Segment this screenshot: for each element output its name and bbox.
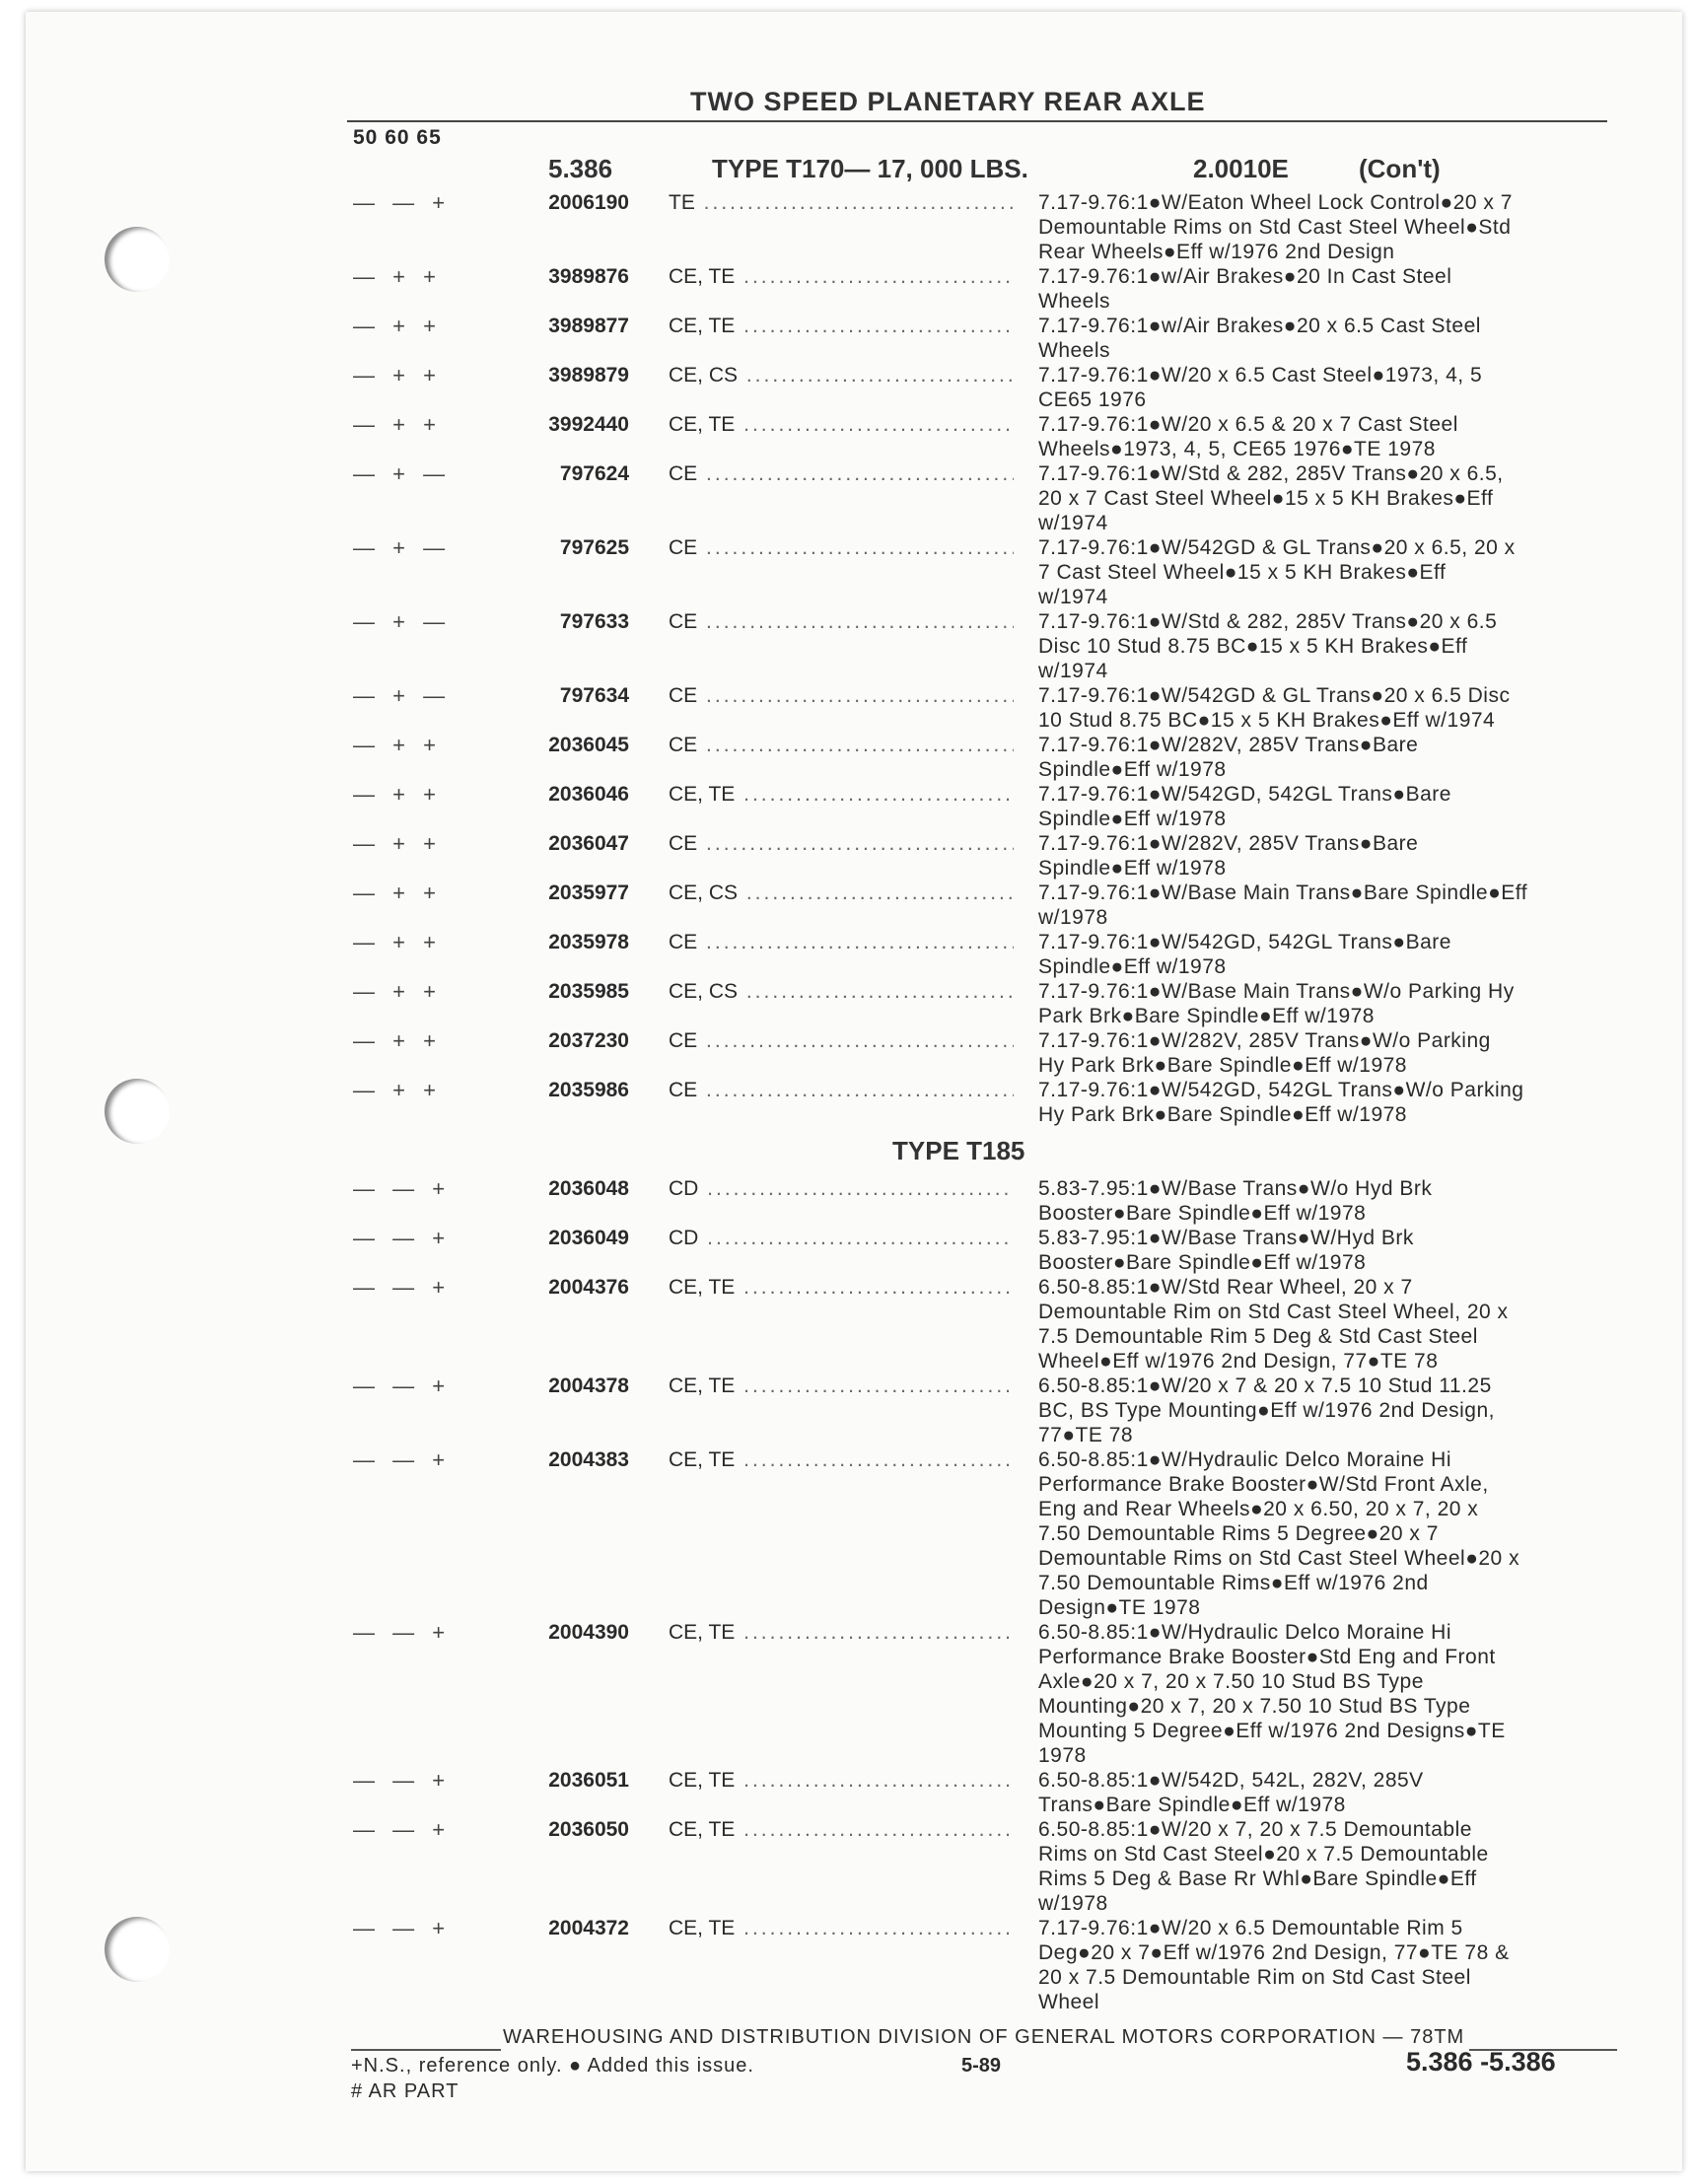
- footer-note-ns: +N.S., reference only. ● Added this issue.: [351, 2055, 754, 2077]
- series-usage: CE .....: [669, 733, 1014, 757]
- part-number: 3989877: [548, 315, 629, 337]
- part-description: 7.17-9.76:1●W/Std & 282, 285V Trans●20 x 6.5 Disc 10 Stud 8.75 BC●15 x 5 KH Brakes●Eff w/1974: [1038, 610, 1498, 682]
- series-usage: CE, CS .....: [669, 979, 1014, 1004]
- model-usage-marks: — + +: [353, 979, 442, 1004]
- series-usage: CE, TE .....: [669, 782, 1014, 807]
- type-t185-heading: TYPE T185: [892, 1136, 1025, 1165]
- part-description: 6.50-8.85:1●W/Hydraulic Delco Moraine Hi Performance Brake Booster●W/Std Front Axle, Eng and Rear Wheels●20 x 6.50, 20 x 7, 20 x 7.50 Demountable Rims 5 Degree●20 x 7 Demountable Rims on Std Cast Steel Wheel●20 x 7.50 Demountable Rims●Eff w/1976 2nd Design●TE 1978: [1038, 1448, 1520, 1619]
- series-usage: CE .....: [669, 1028, 1014, 1053]
- part-description: 5.83-7.95:1●W/Base Trans●W/Hyd Brk Booster●Bare Spindle●Eff w/1978: [1038, 1227, 1414, 1274]
- part-number: 2035985: [548, 980, 629, 1003]
- part-number: 797624: [559, 462, 629, 485]
- page-number: 5-89: [961, 2055, 1002, 2077]
- part-description: 7.17-9.76:1●W/Base Main Trans●W/o Parking Hy Park Brk●Bare Spindle●Eff w/1978: [1038, 980, 1515, 1027]
- series-usage: CE, TE .....: [669, 1447, 1014, 1472]
- series-usage: CE, TE .....: [669, 314, 1014, 338]
- series-usage: CE, CS .....: [669, 881, 1014, 905]
- model-usage-marks: — — +: [353, 190, 452, 215]
- series-usage: CE, TE .....: [669, 1916, 1014, 1940]
- model-usage-marks: — — +: [353, 1768, 452, 1793]
- part-description: 7.17-9.76:1●W/282V, 285V Trans●W/o Parking Hy Park Brk●Bare Spindle●Eff w/1978: [1038, 1029, 1491, 1077]
- part-description: 7.17-9.76:1●W/542GD, 542GL Trans●W/o Parking Hy Park Brk●Bare Spindle●Eff w/1978: [1038, 1079, 1524, 1126]
- footer-division: WAREHOUSING AND DISTRIBUTION DIVISION OF GENERAL MOTORS CORPORATION — 78TM: [503, 2026, 1465, 2048]
- model-usage-marks: — + +: [353, 930, 442, 954]
- part-description: 6.50-8.85:1●W/Std Rear Wheel, 20 x 7 Demountable Rim on Std Cast Steel Wheel, 20 x 7.5 Demountable Rim 5 Deg & Std Cast Steel Wheel●Eff w/1976 2nd Design, 77●TE 78: [1038, 1276, 1509, 1373]
- part-number: 2004390: [548, 1621, 629, 1644]
- part-description: 7.17-9.76:1●W/542GD & GL Trans●20 x 6.5, 20 x 7 Cast Steel Wheel●15 x 5 KH Brakes●Eff w/1974: [1038, 536, 1516, 608]
- part-number: 797634: [559, 684, 629, 707]
- binder-hole-bottom: [105, 1917, 170, 1982]
- part-description: 6.50-8.85:1●W/Hydraulic Delco Moraine Hi Performance Brake Booster●Std Eng and Front Axle●20 x 7, 20 x 7.50 10 Stud BS Type Mounting●20 x 7, 20 x 7.50 10 Stud BS Type Mounting 5 Degree●Eff w/1976 2nd Designs●TE 1978: [1038, 1621, 1506, 1767]
- section-range: 5.386 -5.386: [1406, 2047, 1556, 2077]
- model-usage-marks: — + —: [353, 461, 452, 486]
- part-description: 6.50-8.85:1●W/542D, 542L, 282V, 285V Trans●Bare Spindle●Eff w/1978: [1038, 1769, 1424, 1816]
- type-heading: TYPE T170— 17, 000 LBS.: [712, 154, 1028, 183]
- series-usage: CE .....: [669, 831, 1014, 856]
- part-description: 7.17-9.76:1●W/Base Main Trans●Bare Spindle●Eff w/1978: [1038, 881, 1528, 929]
- model-usage-marks: — — +: [353, 1176, 452, 1201]
- part-description: 7.17-9.76:1●w/Air Brakes●20 In Cast Steel Wheels: [1038, 265, 1452, 313]
- series-usage: CE, TE .....: [669, 1275, 1014, 1300]
- part-number: 3992440: [548, 413, 629, 436]
- series-usage: CE .....: [669, 609, 1014, 634]
- series-usage: TE .....: [669, 190, 1014, 215]
- series-usage: CE, TE .....: [669, 1768, 1014, 1793]
- model-usage-marks: — — +: [353, 1447, 452, 1472]
- part-description: 5.83-7.95:1●W/Base Trans●W/o Hyd Brk Booster●Bare Spindle●Eff w/1978: [1038, 1177, 1433, 1225]
- binder-hole-middle: [105, 1079, 170, 1144]
- part-description: 7.17-9.76:1●W/Eaton Wheel Lock Control●20 x 7 Demountable Rims on Std Cast Steel Wheel●Std Rear Wheels●Eff w/1976 2nd Design: [1038, 191, 1513, 263]
- part-number: 2004383: [548, 1448, 629, 1471]
- series-usage: CE .....: [669, 683, 1014, 708]
- part-number: 3989879: [548, 364, 629, 387]
- part-number: 3989876: [548, 265, 629, 288]
- part-number: 2006190: [548, 191, 629, 214]
- model-usage-marks: — — +: [353, 1226, 452, 1250]
- model-usage-marks: — + +: [353, 264, 442, 289]
- series-usage: CE .....: [669, 930, 1014, 954]
- footer-note-ar: # AR PART: [351, 2080, 459, 2102]
- model-usage-marks: — + +: [353, 314, 442, 338]
- part-number: 2037230: [548, 1029, 629, 1052]
- part-number: 2004378: [548, 1374, 629, 1397]
- part-number: 2036047: [548, 832, 629, 855]
- continued-label: (Con't): [1359, 154, 1441, 183]
- part-number: 2036046: [548, 783, 629, 806]
- part-description: 7.17-9.76:1●W/Std & 282, 285V Trans●20 x 6.5, 20 x 7 Cast Steel Wheel●15 x 5 KH Brakes●Eff w/1974: [1038, 462, 1504, 534]
- part-description: 7.17-9.76:1●W/542GD, 542GL Trans●Bare Spindle●Eff w/1978: [1038, 783, 1451, 830]
- part-number: 797625: [559, 536, 629, 559]
- model-usage-marks: — + +: [353, 412, 442, 437]
- series-usage: CE, TE .....: [669, 1620, 1014, 1645]
- binder-hole-top: [105, 227, 170, 292]
- model-usage-marks: — + —: [353, 609, 452, 634]
- group-number: 2.0010E: [1193, 154, 1289, 183]
- series-usage: CE .....: [669, 535, 1014, 560]
- part-number: 2036049: [548, 1227, 629, 1249]
- model-usage-marks: — + +: [353, 831, 442, 856]
- model-usage-marks: — + +: [353, 1028, 442, 1053]
- part-number: 2035978: [548, 931, 629, 953]
- series-usage: CE .....: [669, 1078, 1014, 1102]
- part-description: 7.17-9.76:1●W/20 x 6.5 Cast Steel●1973, 4, 5 CE65 1976: [1038, 364, 1483, 411]
- part-number: 2036050: [548, 1818, 629, 1841]
- model-usage-marks: — — +: [353, 1620, 452, 1645]
- part-description: 6.50-8.85:1●W/20 x 7 & 20 x 7.5 10 Stud 11.25 BC, BS Type Mounting●Eff w/1976 2nd Design, 77●TE 78: [1038, 1374, 1496, 1446]
- model-usage-marks: — + +: [353, 881, 442, 905]
- part-number: 2036045: [548, 734, 629, 756]
- model-columns-header: 50 60 65: [353, 126, 442, 149]
- model-usage-marks: — + +: [353, 733, 442, 757]
- series-usage: CE, TE .....: [669, 1374, 1014, 1398]
- part-number: 2004376: [548, 1276, 629, 1299]
- model-usage-marks: — + —: [353, 535, 452, 560]
- part-description: 7.17-9.76:1●W/20 x 6.5 Demountable Rim 5 Deg●20 x 7●Eff w/1976 2nd Design, 77●TE 78 & 20 x 7.5 Demountable Rim on Std Cast Steel Wheel: [1038, 1917, 1510, 2013]
- footer-rule-left: [351, 2049, 501, 2051]
- model-usage-marks: — + —: [353, 683, 452, 708]
- series-usage: CE .....: [669, 461, 1014, 486]
- header-rule: [347, 120, 1607, 122]
- model-usage-marks: — + +: [353, 1078, 442, 1102]
- part-description: 6.50-8.85:1●W/20 x 7, 20 x 7.5 Demountable Rims on Std Cast Steel●20 x 7.5 Demountable Rims 5 Deg & Base Rr Whl●Bare Spindle●Eff w/1978: [1038, 1818, 1489, 1915]
- series-usage: CE, TE .....: [669, 264, 1014, 289]
- part-number: 2036051: [548, 1769, 629, 1792]
- part-number: 2036048: [548, 1177, 629, 1200]
- part-number: 2004372: [548, 1917, 629, 1939]
- section-number: 5.386: [548, 154, 613, 183]
- part-number: 2035986: [548, 1079, 629, 1101]
- series-usage: CE, TE .....: [669, 1817, 1014, 1842]
- part-number: 797633: [559, 610, 629, 633]
- model-usage-marks: — — +: [353, 1817, 452, 1842]
- model-usage-marks: — — +: [353, 1275, 452, 1300]
- series-usage: CE, TE .....: [669, 412, 1014, 437]
- part-description: 7.17-9.76:1●W/542GD & GL Trans●20 x 6.5 Disc 10 Stud 8.75 BC●15 x 5 KH Brakes●Eff w/1974: [1038, 684, 1511, 732]
- model-usage-marks: — + +: [353, 363, 442, 387]
- part-number: 2035977: [548, 881, 629, 904]
- page-title: TWO SPEED PLANETARY REAR AXLE: [690, 87, 1206, 116]
- series-usage: CD .....: [669, 1176, 1014, 1201]
- model-usage-marks: — — +: [353, 1916, 452, 1940]
- series-usage: CE, CS .....: [669, 363, 1014, 387]
- series-usage: CD .....: [669, 1226, 1014, 1250]
- model-usage-marks: — — +: [353, 1374, 452, 1398]
- model-usage-marks: — + +: [353, 782, 442, 807]
- part-description: 7.17-9.76:1●W/282V, 285V Trans●Bare Spindle●Eff w/1978: [1038, 832, 1419, 880]
- part-description: 7.17-9.76:1●W/282V, 285V Trans●Bare Spindle●Eff w/1978: [1038, 734, 1419, 781]
- part-description: 7.17-9.76:1●W/542GD, 542GL Trans●Bare Spindle●Eff w/1978: [1038, 931, 1451, 978]
- part-description: 7.17-9.76:1●w/Air Brakes●20 x 6.5 Cast Steel Wheels: [1038, 315, 1481, 362]
- part-description: 7.17-9.76:1●W/20 x 6.5 & 20 x 7 Cast Steel Wheels●1973, 4, 5, CE65 1976●TE 1978: [1038, 413, 1458, 460]
